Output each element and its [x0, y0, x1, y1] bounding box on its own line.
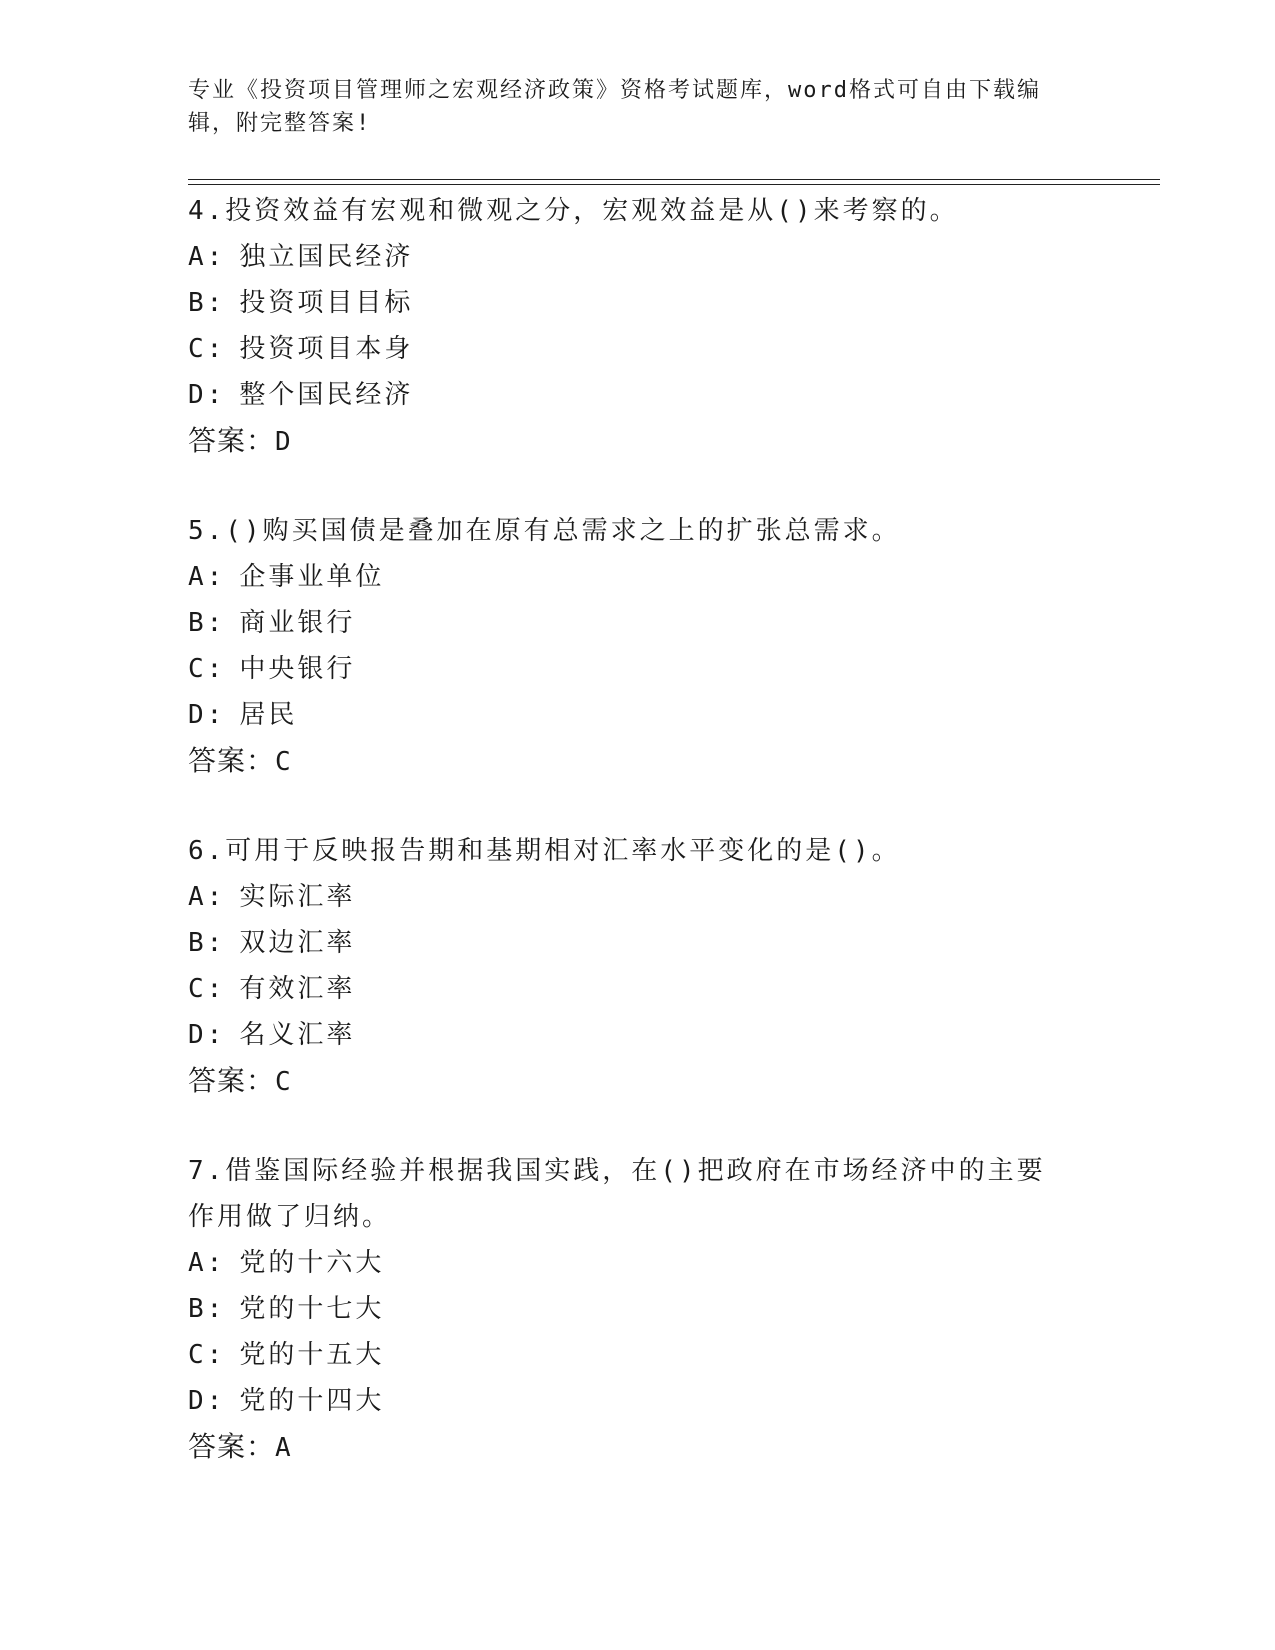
- option-a: [188, 234, 1068, 280]
- document-header: 专业《投资项目管理师之宏观经济政策》资格考试题库，word格式可自由下载编辑，附完整答案!: [188, 78, 1041, 136]
- option-d: [188, 1378, 1068, 1424]
- option-letter: B:: [188, 288, 226, 318]
- option-letter: A:: [188, 882, 226, 912]
- question-stem: 6.可用于反映报告期和基期相对汇率水平变化的是()。: [188, 836, 901, 866]
- option-text: 党的十六大: [239, 1248, 385, 1278]
- option-letter: D:: [188, 1386, 226, 1416]
- question-block: [188, 508, 1068, 785]
- option-a: [188, 1240, 1068, 1286]
- answer-label: 答案：: [188, 1064, 276, 1097]
- option-letter: C:: [188, 974, 226, 1004]
- question-stem: 5.()购买国债是叠加在原有总需求之上的扩张总需求。: [188, 516, 901, 546]
- option-text: 独立国民经济: [239, 242, 414, 272]
- option-letter: D:: [188, 1020, 226, 1050]
- option-a: [188, 874, 1068, 920]
- option-text: 企事业单位: [239, 562, 385, 592]
- option-c: [188, 646, 1068, 692]
- option-b: [188, 920, 1068, 966]
- answer-value: C: [275, 1067, 292, 1097]
- answer-line: [188, 1424, 1068, 1471]
- option-text: 有效汇率: [239, 974, 356, 1004]
- option-letter: B:: [188, 1294, 226, 1324]
- option-d: [188, 1012, 1068, 1058]
- option-letter: B:: [188, 928, 226, 958]
- option-b: [188, 280, 1068, 326]
- option-d: [188, 372, 1068, 418]
- option-text: 整个国民经济: [239, 380, 414, 410]
- option-letter: D:: [188, 700, 226, 730]
- option-d: [188, 692, 1068, 738]
- header-divider-top: [188, 179, 1160, 180]
- question-stem: 7.借鉴国际经验并根据我国实践，在()把政府在市场经济中的主要作用做了归纳。: [188, 1156, 1046, 1232]
- option-letter: A:: [188, 242, 226, 272]
- answer-value: A: [275, 1433, 292, 1463]
- option-letter: A:: [188, 562, 226, 592]
- option-c: [188, 1332, 1068, 1378]
- answer-label: 答案：: [188, 744, 276, 777]
- option-b: [188, 600, 1068, 646]
- option-letter: A:: [188, 1248, 226, 1278]
- option-text: 投资项目本身: [239, 334, 414, 364]
- answer-value: D: [275, 427, 292, 457]
- option-text: 商业银行: [239, 608, 356, 638]
- option-c: [188, 326, 1068, 372]
- answer-value: C: [275, 747, 292, 777]
- option-text: 居民: [239, 700, 298, 730]
- header-divider-bottom: [188, 184, 1160, 185]
- answer-line: [188, 1058, 1068, 1105]
- question-stem: 4.投资效益有宏观和微观之分，宏观效益是从()来考察的。: [188, 196, 959, 226]
- option-text: 实际汇率: [239, 882, 356, 912]
- option-text: 党的十七大: [239, 1294, 385, 1324]
- answer-line: [188, 738, 1068, 785]
- question-block: [188, 828, 1068, 1105]
- question-block: [188, 188, 1068, 465]
- answer-label: 答案：: [188, 424, 276, 457]
- option-a: [188, 554, 1068, 600]
- option-letter: C:: [188, 654, 226, 684]
- question-block: [188, 1148, 1068, 1471]
- option-text: 党的十五大: [239, 1340, 385, 1370]
- option-text: 投资项目目标: [239, 288, 414, 318]
- option-letter: C:: [188, 334, 226, 364]
- option-text: 中央银行: [239, 654, 356, 684]
- option-letter: C:: [188, 1340, 226, 1370]
- answer-line: [188, 418, 1068, 465]
- option-c: [188, 966, 1068, 1012]
- option-text: 党的十四大: [239, 1386, 385, 1416]
- option-letter: D:: [188, 380, 226, 410]
- answer-label: 答案：: [188, 1430, 276, 1463]
- option-b: [188, 1286, 1068, 1332]
- option-text: 名义汇率: [239, 1020, 356, 1050]
- option-letter: B:: [188, 608, 226, 638]
- option-text: 双边汇率: [239, 928, 356, 958]
